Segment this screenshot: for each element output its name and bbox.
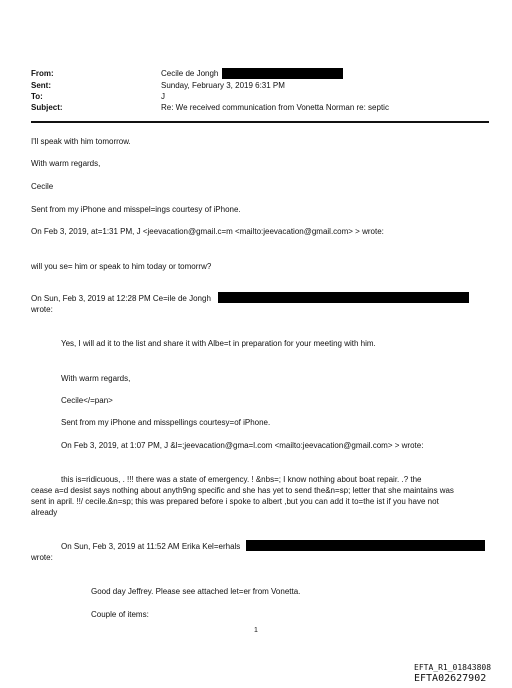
body-line: will you se= him or speak to him today or tomorrw? <box>31 262 212 271</box>
quote-line: With warm regards, <box>61 374 131 383</box>
subject-value: Re: We received communication from Vonetta Norman re: septic <box>161 103 389 112</box>
to-label: To: <box>31 92 43 101</box>
quote-line: Couple of items: <box>91 610 149 619</box>
body-line: Sent from my iPhone and misspel=ings courtesy of iPhone. <box>31 205 241 214</box>
body-line: On Feb 3, 2019, at=1:31 PM, J <jeevacation@gmail.c=m <mailto:jeevacation@gmail.com> > wrote: <box>31 227 384 236</box>
sent-value: Sunday, February 3, 2019 6:31 PM <box>161 81 285 90</box>
from-value: Cecile de Jongh <box>161 69 219 78</box>
bates-stamp-2: EFTA02627902 <box>414 673 487 684</box>
quote-line: Yes, I will ad it to the list and share it with Albe=t in preparation for your meeting with him. <box>61 339 376 348</box>
sent-label: Sent: <box>31 81 51 90</box>
redaction-bar <box>246 540 485 551</box>
redaction-bar <box>218 292 469 303</box>
quote-line: Cecile</=pan> <box>61 396 113 405</box>
quote-line: On Feb 3, 2019, at 1:07 PM, J &l=;jeevacation@gma=l.com <mailto:jeevacation@gmail.com> > wrote: <box>61 441 424 450</box>
page-number: 1 <box>254 627 258 634</box>
from-label: From: <box>31 69 54 78</box>
paragraph-line: already <box>31 508 58 517</box>
quote-line: Good day Jeffrey. Please see attached let=er from Vonetta. <box>91 587 301 596</box>
body-line: Cecile <box>31 182 54 191</box>
quote-line: Sent from my iPhone and misspellings courtesy=of iPhone. <box>61 418 271 427</box>
paragraph-line: cease a=d desist says nothing about anyth9ng specific and she has yet to send the&n=sp; letter that she maintains was <box>31 486 454 495</box>
to-value: J <box>161 92 165 101</box>
quoted-header: On Sun, Feb 3, 2019 at 12:28 PM Ce=ile de Jongh <box>31 294 211 303</box>
quoted-header: wrote: <box>31 553 53 562</box>
bates-stamp-1: EFTA_R1_01843808 <box>414 663 492 672</box>
quoted-header: On Sun, Feb 3, 2019 at 11:52 AM Erika Kel=erhals <box>61 542 241 551</box>
header-divider <box>31 121 489 123</box>
quoted-header: wrote: <box>31 305 53 314</box>
paragraph-line: this is=ridicuous, . !!! there was a state of emergency. ! &nbs=; I know nothing about boat repair. .? the <box>61 475 422 484</box>
body-line: I'll speak with him tomorrow. <box>31 137 131 146</box>
subject-label: Subject: <box>31 103 63 112</box>
paragraph-line: sent in april. !!/ cecile.&n=sp; this was prepared before i spoke to albert ,but you can add it to=the ist if you have not <box>31 497 439 506</box>
redaction-bar <box>222 68 343 79</box>
body-line: With warm regards, <box>31 159 101 168</box>
